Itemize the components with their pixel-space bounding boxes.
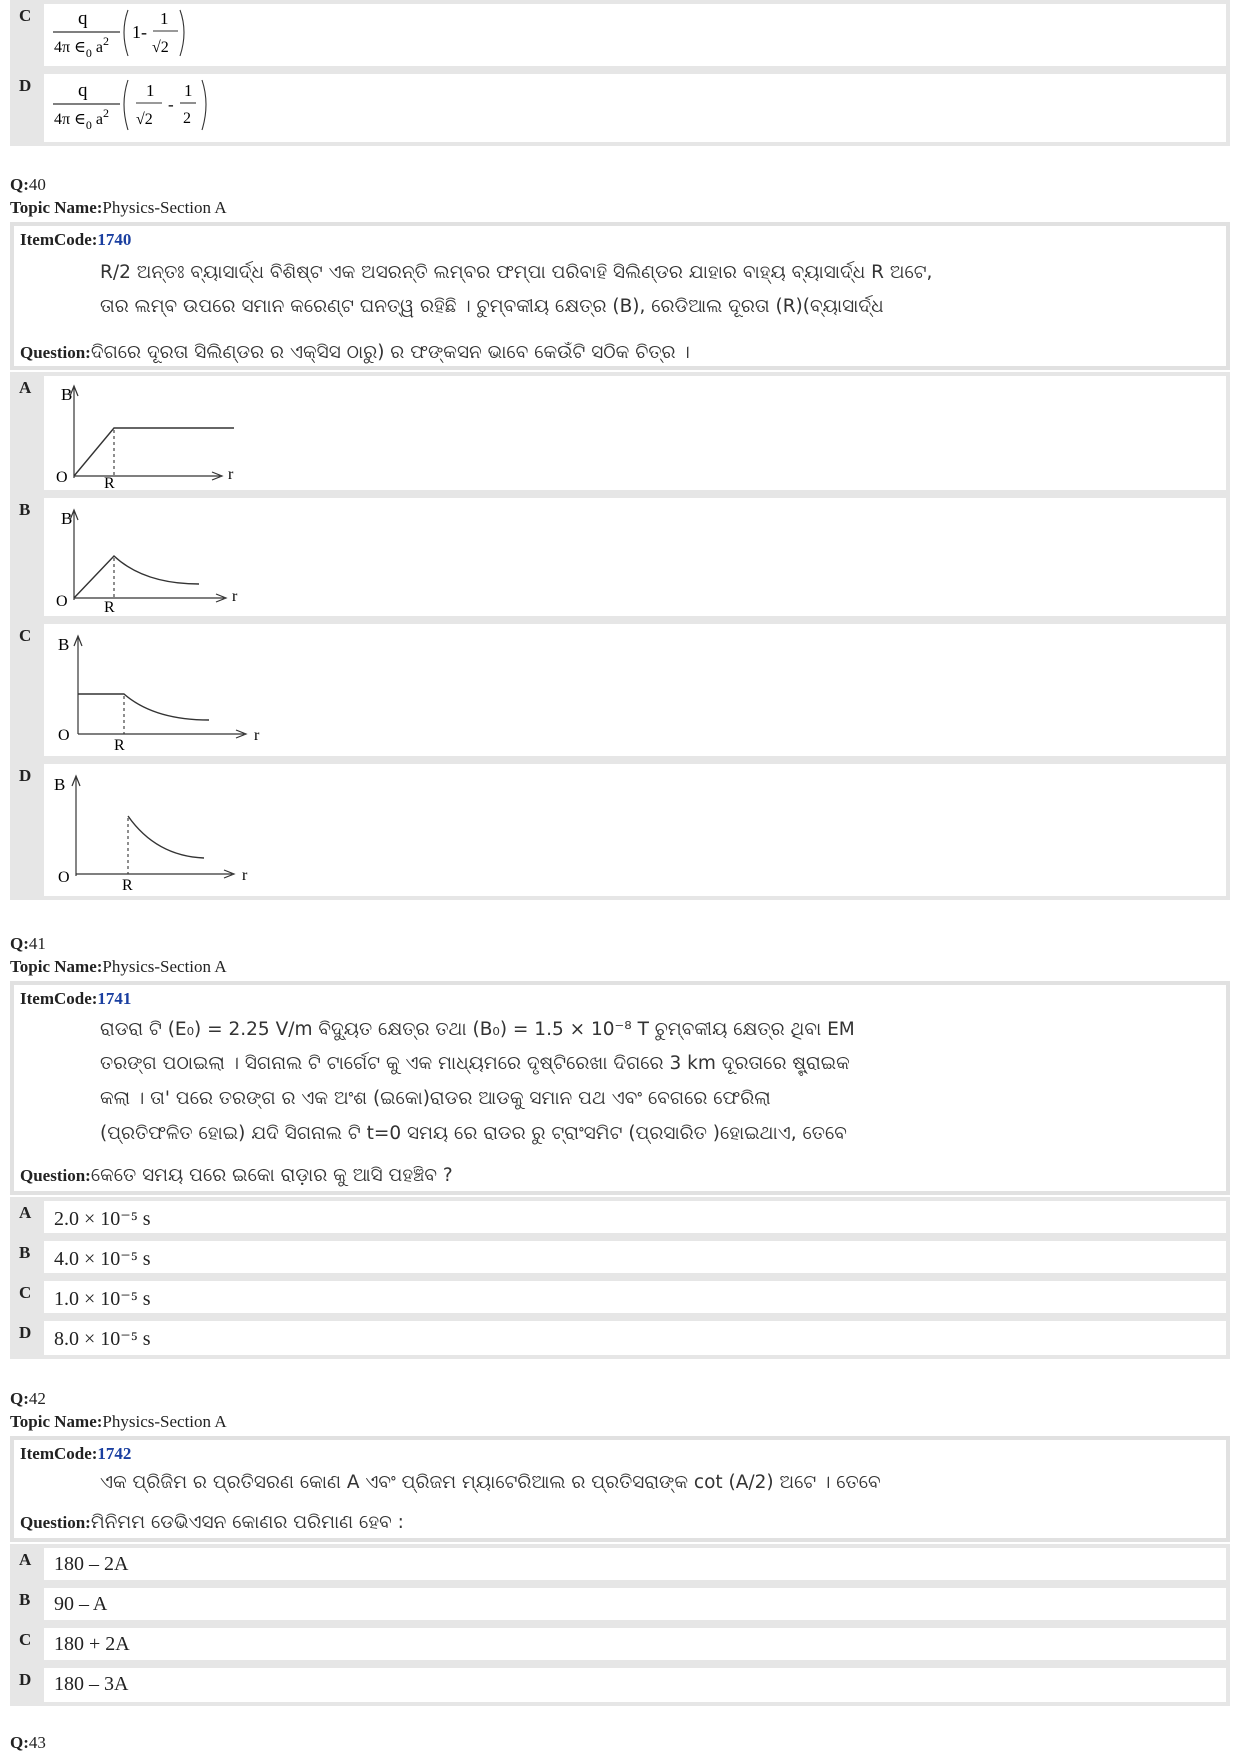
graph-x-label: r xyxy=(228,466,234,483)
option-cell xyxy=(44,4,1226,66)
itemcode-40: ItemCode:1740 xyxy=(20,230,132,249)
question-label: Question:ମିନିମମ ଡେଭିଏସନ କୋଣର ପରିମାଣ ହେବ : xyxy=(20,1512,404,1533)
formula-numerator: q xyxy=(78,8,88,29)
option-cell xyxy=(44,74,1226,142)
question-number-40: Q:40 xyxy=(10,175,46,194)
option-letter: C xyxy=(19,6,32,25)
option-c-q39[interactable] xyxy=(10,0,1230,70)
graph-origin: O xyxy=(56,593,68,610)
option-letter: C xyxy=(19,1283,32,1302)
graph-a xyxy=(44,376,304,490)
graph-origin: O xyxy=(58,727,70,744)
graph-origin: O xyxy=(58,869,70,886)
itemcode-42: ItemCode:1742 xyxy=(20,1444,132,1463)
question-number-42: Q:42 xyxy=(10,1389,46,1408)
option-text: 1.0 × 10⁻⁵ s xyxy=(54,1288,151,1310)
option-cell xyxy=(44,1588,1226,1620)
graph-x-label: r xyxy=(254,727,260,744)
graph-d xyxy=(44,764,304,896)
graph-y-label: B xyxy=(54,775,66,794)
option-cell xyxy=(44,1668,1226,1702)
option-cell xyxy=(44,1321,1226,1355)
formula-c xyxy=(48,4,348,66)
formula-d xyxy=(48,74,348,142)
graph-y-label: B xyxy=(61,509,73,528)
question-line: ତାର ଲମ୍ବ ଉପରେ ସମାନ କରେଣ୍ଟ ଘନତ୍ୱ ରହିଛି । ଚୁମ୍ବକୀୟ କ୍ଷେତ୍ର (B), ରେଡିଆଲ ଦୂରତା (R)(ବ୍ୟାସାର୍ଦ୍ଧ xyxy=(100,296,884,317)
option-text: 180 – 2A xyxy=(54,1553,129,1575)
option-b-q40[interactable] xyxy=(10,494,1230,620)
formula-denominator: 4π $\in_0$ $a^2$ xyxy=(54,106,110,132)
option-cell xyxy=(44,1201,1226,1233)
question-line: ରାଡରା ଟି (E₀) = 2.25 V/m ବିଦ୍ୟୁତ କ୍ଷେତ୍ର ତଥା (B₀) = 1.5 × 10⁻⁸ T ଚୁମ୍ବକୀୟ କ୍ଷେତ୍ର ଥିବା EM xyxy=(100,1019,855,1040)
option-a-q40[interactable] xyxy=(10,372,1230,494)
graph-mark: R xyxy=(122,877,133,894)
option-cell xyxy=(44,498,1226,616)
option-cell xyxy=(44,1628,1226,1660)
option-letter: D xyxy=(19,1670,32,1689)
option-text: 4.0 × 10⁻⁵ s xyxy=(54,1248,151,1270)
option-b-q41[interactable] xyxy=(10,1237,1230,1277)
graph-y-label: B xyxy=(58,635,70,654)
topic-name-41: Topic Name:Physics-Section A xyxy=(10,957,227,976)
option-letter: D xyxy=(19,766,32,785)
option-letter: C xyxy=(19,626,32,645)
item-box-40 xyxy=(10,222,1230,370)
topic-name-40: Topic Name:Physics-Section A xyxy=(10,198,227,217)
option-d-q39[interactable] xyxy=(10,70,1230,146)
question-line: (ପ୍ରତିଫଳିତ ହୋଇ) ଯଦି ସିଗନାଲ ଟି t=0 ସମୟ ରେ ରାଡର ରୁ ଟ୍ରାଂସମିଟ (ପ୍ରସାରିତ )ହୋଇଥାଏ, ତେବେ xyxy=(100,1123,847,1144)
option-letter: D xyxy=(19,1323,32,1342)
option-d-q40[interactable] xyxy=(10,760,1230,900)
itemcode-41: ItemCode:1741 xyxy=(20,989,132,1008)
option-text: 2.0 × 10⁻⁵ s xyxy=(54,1208,151,1230)
svg-text:√2: √2 xyxy=(152,39,169,56)
option-cell xyxy=(44,1241,1226,1273)
question-line: ତରଙ୍ଗ ପଠାଇଲା । ସିଗନାଲ ଟି ଟାର୍ଗେଟ କୁ ଏକ ମାଧ୍ୟମରେ ଦୃଷ୍ଟିରେଖା ଦିଗରେ 3 km ଦୂରତାରେ ଷ୍ଟ୍ରାଇକ xyxy=(100,1053,850,1074)
option-cell xyxy=(44,764,1226,896)
formula-denominator: 4π $\in_0$ $a^2$ xyxy=(54,34,110,60)
question-line: କେତେ ସମୟ ପରେ ଇକୋ ରାଡ଼ାର କୁ ଆସି ପହଞ୍ଚିବ ? xyxy=(90,1165,453,1186)
option-letter: B xyxy=(19,1590,31,1609)
item-box-42 xyxy=(10,1436,1230,1542)
svg-text:1: 1 xyxy=(146,81,155,100)
question-line: କଲା । ତା' ପରେ ତରଙ୍ଗ ର ଏକ ଅଂଶ (ଇକୋ)ରାଡର ଆଡକୁ ସମାନ ପଥ ଏବଂ ବେଗରେ ଫେରିଲା xyxy=(100,1088,771,1109)
question-line: ମିନିମମ ଡେଭିଏସନ କୋଣର ପରିମାଣ ହେବ : xyxy=(90,1512,404,1533)
option-letter: D xyxy=(19,76,32,95)
graph-mark: R xyxy=(114,737,125,754)
option-a-q42[interactable] xyxy=(10,1544,1230,1584)
graph-mark: R xyxy=(104,475,115,490)
option-letter: A xyxy=(19,378,32,397)
svg-text:√2: √2 xyxy=(136,111,153,128)
svg-text:1: 1 xyxy=(184,81,193,100)
option-letter: A xyxy=(19,1550,32,1569)
question-label: Question:କେତେ ସମୟ ପରେ ଇକୋ ରାଡ଼ାର କୁ ଆସି ପହଞ୍ଚିବ ? xyxy=(20,1165,453,1186)
formula-numerator: q xyxy=(78,80,88,101)
option-b-q42[interactable] xyxy=(10,1584,1230,1624)
option-cell xyxy=(44,1281,1226,1313)
option-letter: C xyxy=(19,1630,32,1649)
svg-text:2: 2 xyxy=(183,110,191,127)
option-cell xyxy=(44,624,1226,756)
question-line: ଏକ ପ୍ରିଜିମ ର ପ୍ରତିସରଣ କୋଣ A ଏବଂ ପ୍ରିଜମ ମ୍ୟାଟେରିଆଲ ର ପ୍ରତିସରାଙ୍କ cot (A/2) ଅଟେ । ତେବେ xyxy=(100,1472,881,1493)
option-cell xyxy=(44,376,1226,490)
option-text: 8.0 × 10⁻⁵ s xyxy=(54,1328,151,1350)
graph-mark: R xyxy=(104,599,115,616)
question-number-41: Q:41 xyxy=(10,934,46,953)
option-c-q42[interactable] xyxy=(10,1624,1230,1664)
option-a-q41[interactable] xyxy=(10,1197,1230,1237)
topic-name-42: Topic Name:Physics-Section A xyxy=(10,1412,227,1431)
graph-origin: O xyxy=(56,469,68,486)
option-c-q40[interactable] xyxy=(10,620,1230,760)
option-d-q42[interactable] xyxy=(10,1664,1230,1706)
option-d-q41[interactable] xyxy=(10,1317,1230,1359)
option-text: 180 + 2A xyxy=(54,1633,130,1655)
question-line: ଦିଗରେ ଦୂରତା ସିଲିଣ୍ଡର ର ଏକ୍ସିସ ଠାରୁ) ର ଫଙ୍କସନ ଭାବେ କେଉଁଟି ସଠିକ ଚିତ୍ର । xyxy=(90,342,690,363)
svg-text:-: - xyxy=(168,95,174,114)
formula-bracket-c: 1- xyxy=(132,22,147,42)
option-letter: B xyxy=(19,1243,31,1262)
graph-y-label: B xyxy=(61,385,73,404)
graph-x-label: r xyxy=(242,867,248,884)
question-label: Question:ଦିଗରେ ଦୂରତା ସିଲିଣ୍ଡର ର ଏକ୍ସିସ ଠାରୁ) ର ଫଙ୍କସନ ଭାବେ କେଉଁଟି ସଠିକ ଚିତ୍ର । xyxy=(20,342,690,363)
graph-c xyxy=(44,624,304,756)
question-number-43: Q:43 xyxy=(10,1733,46,1752)
option-text: 90 – A xyxy=(54,1593,108,1615)
graph-x-label: r xyxy=(232,588,238,605)
svg-text:1: 1 xyxy=(160,9,169,28)
graph-b xyxy=(44,498,304,616)
option-c-q41[interactable] xyxy=(10,1277,1230,1317)
option-text: 180 – 3A xyxy=(54,1673,129,1695)
option-cell xyxy=(44,1548,1226,1580)
option-letter: A xyxy=(19,1203,32,1222)
item-box-41 xyxy=(10,981,1230,1195)
question-line: R/2 ଅନ୍ତଃ ବ୍ୟାସାର୍ଦ୍ଧ ବିଶିଷ୍ଟ ଏକ ଅସରନ୍ତି ଲମ୍ବର ଫମ୍ପା ପରିବାହି ସିଲିଣ୍ଡର ଯାହାର ବାହ୍ୟ ବ୍ୟାସାର୍ଦ୍ଧ R ଅଟେ, xyxy=(100,262,933,283)
option-letter: B xyxy=(19,500,31,519)
